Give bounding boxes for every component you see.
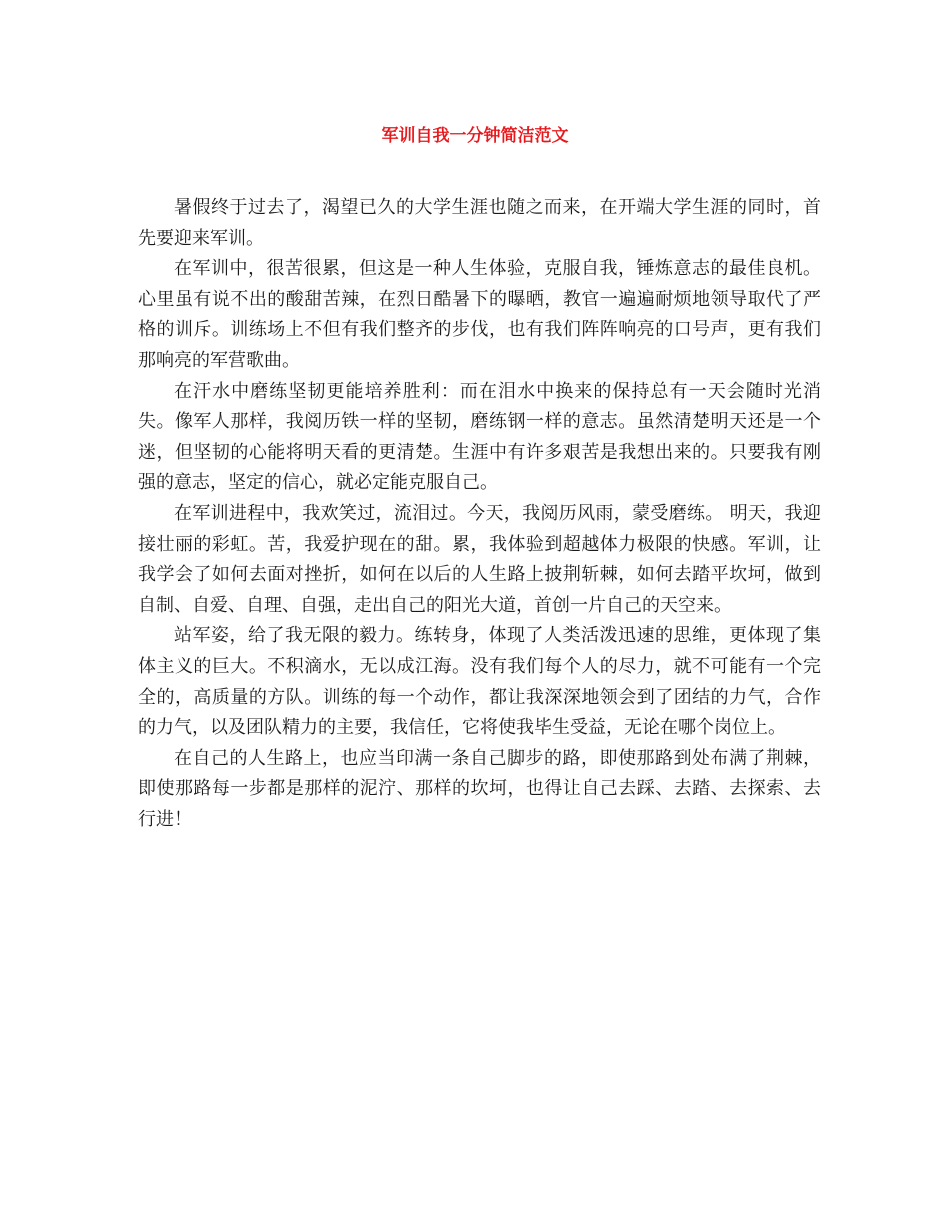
document-title: 军训自我一分钟简洁范文	[381, 126, 569, 146]
paragraph-3: 在汗水中磨练坚韧更能培养胜利：而在泪水中换来的保持总有一天会随时光消失。像军人那样，我阅历铁一样的坚韧，磨练钢一样的意志。虽然清楚明天还是一个迷，但坚韧的心能将明天看的更清楚。生涯中有许多艰苦是我想出来的。只要我有刚强的意志，坚定的信心，就必定能克服自己。	[138, 380, 821, 494]
document-body	[138, 193, 821, 835]
paragraph-1: 暑假终于过去了，渴望已久的大学生涯也随之而来，在开端大学生涯的同时，首先要迎来军训。	[138, 197, 821, 249]
paragraph-4: 在军训进程中，我欢笑过，流泪过。今天，我阅历风雨，蒙受磨练。 明天，我迎接壮丽的彩虹。苦，我爱护现在的甜。累，我体验到超越体力极限的快感。军训，让我学会了如何去面对挫折，如何在以后的人生路上披荆斩棘，如何去踏平坎坷，做到自制、自爱、自理、自强，走出自己的阳光大道，首创一片自己的天空来。	[138, 502, 821, 616]
paragraph-2: 在军训中，很苦很累，但这是一种人生体验，克服自我，锤炼意志的最佳良机。心里虽有说不出的酸甜苦辣，在烈日酷暑下的曝晒，教官一遍遍耐烦地领导取代了严格的训斥。训练场上不但有我们整齐的步伐，也有我们阵阵响亮的口号声，更有我们那响亮的军营歌曲。	[138, 258, 821, 371]
paragraph-5: 站军姿，给了我无限的毅力。练转身，体现了人类活泼迅速的思维，更体现了集体主义的巨大。不积滴水，无以成江海。没有我们每个人的尽力，就不可能有一个完全的，高质量的方队。训练的每一个动作，都让我深深地领会到了团结的力气，合作的力气，以及团队精力的主要，我信任，它将使我毕生受益，无论在哪个岗位上。	[138, 625, 821, 739]
paragraph-6: 在自己的人生路上，也应当印满一条自己脚步的路，即使那路到处布满了荆棘，即使那路每一步都是那样的泥泞、那样的坎坷，也得让自己去踩、去踏、去探索、去行进！	[138, 747, 821, 830]
